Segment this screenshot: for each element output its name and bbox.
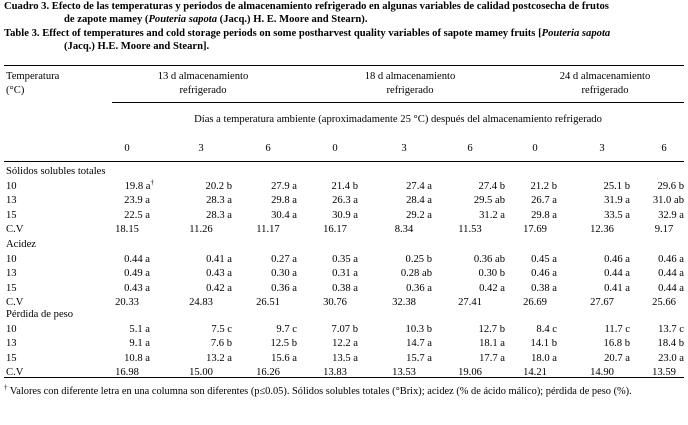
table-cell — [505, 367, 565, 379]
table-cell — [348, 254, 432, 266]
table-cell — [374, 297, 434, 309]
footnote-mark: † — [4, 383, 8, 392]
table-cell — [473, 324, 557, 336]
cell-value: 28.3 a — [206, 195, 232, 207]
table-cell — [238, 367, 298, 379]
cell-value: 14.7 a — [406, 338, 432, 350]
row-label: 10 — [6, 323, 17, 335]
caption-spanish-line2 — [4, 14, 682, 27]
table-cell — [473, 353, 557, 365]
table-cell — [305, 297, 365, 309]
table-cell — [171, 367, 231, 379]
cell-value: 32.38 — [392, 297, 416, 309]
cell-value: 29.8 a — [271, 195, 297, 207]
table-cell — [66, 324, 150, 336]
table-cell — [440, 297, 500, 309]
cell-value: 11.7 c — [604, 323, 630, 335]
table-cell — [572, 297, 632, 309]
table-cell — [348, 353, 432, 365]
cell-value: 12.7 b — [478, 323, 505, 335]
table-cell — [66, 268, 150, 280]
row-label: 13 — [6, 268, 17, 280]
footnote — [4, 385, 684, 398]
table-cell — [348, 268, 432, 280]
cell-value: 29.6 b — [657, 180, 684, 192]
cell-value: 21.2 b — [530, 180, 557, 192]
row-label: C.V — [6, 367, 24, 379]
cell-value: 13.59 — [652, 367, 676, 379]
cell-value: 26.69 — [523, 297, 547, 309]
cell-value: 31.2 a — [479, 209, 505, 221]
table-cell — [274, 353, 358, 365]
cell-value: 12.5 b — [270, 338, 297, 350]
cell-value: 30.76 — [323, 297, 347, 309]
table-cell — [274, 195, 358, 207]
table-cell — [171, 297, 231, 309]
cell-value: 0.43 a — [206, 268, 232, 280]
cell-value: 13.83 — [323, 367, 347, 379]
table-cell — [305, 224, 365, 236]
cell-value: 14.21 — [523, 367, 547, 379]
section-title: Acidez — [6, 239, 36, 250]
table-cell — [572, 367, 632, 379]
table-cell — [305, 367, 365, 379]
group-header-18d-line2: refrigerado — [386, 85, 434, 96]
table-cell — [66, 210, 150, 222]
table-cell — [238, 297, 298, 309]
cell-value: 20.7 a — [604, 352, 630, 364]
table-cell — [66, 254, 150, 266]
cell-value: 13.2 a — [206, 352, 232, 364]
table-cell — [473, 195, 557, 207]
cell-value: 0.44 a — [124, 253, 150, 265]
cell-value: 0.42 a — [206, 282, 232, 294]
cell-value: 18.4 b — [657, 338, 684, 350]
caption-spanish-line1: Efecto de las temperaturas y periodos de almacenamiento refrigerado en algunas variables de calidad postcosecha de frutos — [51, 1, 609, 12]
cell-value: 0.36 a — [406, 282, 432, 294]
cell-value: 14.90 — [590, 367, 614, 379]
cell-value: 19.06 — [458, 367, 482, 379]
cell-value: 26.51 — [256, 297, 280, 309]
cell-value: 9.7 c — [276, 323, 297, 335]
cell-value: 9.1 a — [129, 338, 150, 350]
footnote-reference-mark: † — [150, 178, 154, 187]
cell-value: 0.43 a — [124, 282, 150, 294]
cell-value: 31.9 a — [604, 195, 630, 207]
table-cell — [97, 224, 157, 236]
table-cell — [238, 224, 298, 236]
cell-value: 29.8 a — [531, 209, 557, 221]
cell-value: 16.17 — [323, 224, 347, 236]
table-cell — [274, 210, 358, 222]
table-cell — [600, 210, 684, 222]
row-label: 10 — [6, 180, 17, 192]
caption-english-label: Table 3. — [4, 28, 40, 39]
day-header: 0 — [532, 143, 538, 154]
table-cell — [348, 283, 432, 295]
table-cell — [473, 181, 557, 193]
cell-value: 0.28 ab — [400, 268, 432, 280]
table-cell — [634, 367, 688, 379]
cell-value: 26.3 a — [332, 195, 358, 207]
cell-value: 17.7 a — [479, 352, 505, 364]
cell-value: 8.4 c — [536, 323, 557, 335]
cell-value: 33.5 a — [604, 209, 630, 221]
day-header: 0 — [124, 143, 130, 154]
table-cell — [348, 324, 432, 336]
row-label: 15 — [6, 282, 17, 294]
cell-value: 0.44 a — [604, 268, 630, 280]
cell-value: 29.5 ab — [473, 195, 505, 207]
cell-value: 12.36 — [590, 224, 614, 236]
table-cell — [66, 338, 150, 350]
cell-value: 18.15 — [115, 224, 139, 236]
cell-value: 0.42 a — [479, 282, 505, 294]
cell-value: 0.45 a — [531, 253, 557, 265]
cell-value: 10.8 a — [124, 352, 150, 364]
cell-value: 0.30 a — [271, 268, 297, 280]
cell-value: 18.1 a — [479, 338, 505, 350]
day-header: 3 — [401, 143, 407, 154]
cell-value: 25.66 — [652, 297, 676, 309]
table-cell — [600, 324, 684, 336]
cell-value: 5.1 a — [129, 323, 150, 335]
temperature-unit: (°C) — [6, 85, 25, 96]
table-cell — [505, 224, 565, 236]
cell-value: 27.4 b — [478, 180, 505, 192]
cell-value: 0.41 a — [206, 253, 232, 265]
table-cell — [274, 324, 358, 336]
table-cell — [274, 283, 358, 295]
table-cell — [634, 297, 688, 309]
table-cell — [274, 181, 358, 193]
cell-value: 0.44 a — [658, 268, 684, 280]
table-cell — [600, 181, 684, 193]
temperature-header: Temperatura — [6, 71, 60, 82]
cell-value: 0.36 ab — [473, 253, 505, 265]
row-label: C.V — [6, 224, 24, 236]
cell-value: 28.4 a — [406, 195, 432, 207]
table-cell — [440, 367, 500, 379]
cell-value: 0.30 b — [478, 268, 505, 280]
cell-value: 15.00 — [189, 367, 213, 379]
cell-value: 30.4 a — [271, 209, 297, 221]
caption-spanish — [4, 1, 682, 26]
caption-english-line2: (Jacq.) H.E. Moore and Stearn]. — [64, 40, 210, 52]
table-cell — [600, 353, 684, 365]
table-cell — [66, 195, 150, 207]
table-cell — [600, 338, 684, 350]
cell-value: 29.2 a — [406, 209, 432, 221]
table-cell — [374, 367, 434, 379]
cell-value: 7.5 c — [211, 323, 232, 335]
caption-english-line1-pre: Effect of temperatures and cold storage periods on some postharvest quality variables of sapote mamey fruits [ — [42, 28, 542, 39]
table-cell — [600, 283, 684, 295]
row-label: 13 — [6, 195, 17, 207]
row-label: 15 — [6, 209, 17, 221]
header-bottom-rule — [4, 161, 684, 162]
row-label: 10 — [6, 253, 17, 265]
group-header-13d-line1: 13 d almacenamiento — [157, 71, 249, 82]
cell-value: 0.35 a — [332, 253, 358, 265]
cell-value: 13.7 c — [658, 323, 684, 335]
cell-value: 11.17 — [256, 224, 280, 236]
cell-value: 16.98 — [115, 367, 139, 379]
subheader-days: Días a temperatura ambiente (aproximadamente 25 °C) después del almacenamiento refrigerado — [194, 114, 602, 125]
cell-value: 22.5 a — [124, 209, 150, 221]
cell-value: 11.26 — [189, 224, 213, 236]
cell-value: 15.6 a — [271, 352, 297, 364]
group-header-13d — [128, 71, 278, 97]
cell-value: 17.69 — [523, 224, 547, 236]
row-label: 13 — [6, 338, 17, 350]
cell-value: 23.9 a — [124, 195, 150, 207]
row-label: 15 — [6, 352, 17, 364]
table-cell — [348, 181, 432, 193]
cell-value: 7.07 b — [331, 323, 358, 335]
day-header: 3 — [198, 143, 204, 154]
cell-value: 14.1 b — [530, 338, 557, 350]
table-cell — [473, 210, 557, 222]
cell-value: 27.9 a — [271, 180, 297, 192]
cell-value: 15.7 a — [406, 352, 432, 364]
group-header-18d-line1: 18 d almacenamiento — [364, 71, 456, 82]
table-cell — [70, 178, 154, 193]
table-cell — [473, 338, 557, 350]
cell-value: 20.33 — [115, 297, 139, 309]
table-cell — [348, 195, 432, 207]
table-cell — [600, 195, 684, 207]
cell-value: 19.8 a — [124, 180, 151, 192]
cell-value: 10.3 b — [405, 323, 432, 335]
cell-value: 12.2 a — [332, 338, 358, 350]
cell-value: 23.0 a — [658, 352, 684, 364]
table-cell — [572, 224, 632, 236]
cell-value: 25.1 b — [603, 180, 630, 192]
cell-value: 0.38 a — [531, 282, 557, 294]
cell-value: 28.3 a — [206, 209, 232, 221]
cell-value: 11.53 — [458, 224, 482, 236]
day-header: 6 — [661, 143, 667, 154]
cell-value: 13.5 a — [332, 352, 358, 364]
group-header-13d-line2: refrigerado — [179, 85, 227, 96]
cell-value: 0.36 a — [271, 282, 297, 294]
cell-value: 0.31 a — [332, 268, 358, 280]
cell-value: 27.41 — [458, 297, 482, 309]
caption-english — [4, 28, 682, 53]
cell-value: 0.25 b — [405, 253, 432, 265]
table-top-rule — [4, 65, 684, 66]
cell-value: 0.46 a — [531, 268, 557, 280]
table-cell — [634, 224, 688, 236]
cell-value: 0.46 a — [658, 253, 684, 265]
cell-value: 20.2 b — [205, 180, 232, 192]
table-cell — [274, 338, 358, 350]
table-cell — [66, 353, 150, 365]
table-cell — [600, 254, 684, 266]
table-cell — [440, 224, 500, 236]
footnote-text: Valores con diferente letra en una columna son diferentes (p≤0.05). Sólidos solubles totales (°Brix); acidez (% de ácido málico); pérdida de peso (%). — [7, 386, 632, 397]
table-cell — [473, 254, 557, 266]
cell-value: 24.83 — [189, 297, 213, 309]
cell-value: 27.4 a — [406, 180, 432, 192]
caption-spanish-label: Cuadro 3. — [4, 1, 50, 12]
group-header-24d-line2: refrigerado — [581, 85, 629, 96]
group-header-rule — [112, 102, 684, 103]
table-cell — [274, 254, 358, 266]
group-header-24d — [530, 71, 680, 97]
cell-value: 0.49 a — [124, 268, 150, 280]
cell-value: 16.8 b — [603, 338, 630, 350]
cell-value: 16.26 — [256, 367, 280, 379]
cell-value: 31.0 ab — [652, 195, 684, 207]
cell-value: 30.9 a — [332, 209, 358, 221]
cell-value: 26.7 a — [531, 195, 557, 207]
cell-value: 0.44 a — [658, 282, 684, 294]
caption-spanish-species: Pouteria sapota — [148, 13, 218, 25]
day-header: 3 — [599, 143, 605, 154]
cell-value: 18.0 a — [531, 352, 557, 364]
table-cell — [473, 268, 557, 280]
table-cell — [97, 367, 157, 379]
cell-value: 7.6 b — [210, 338, 232, 350]
cell-value: 0.41 a — [604, 282, 630, 294]
table-cell — [374, 224, 434, 236]
caption-english-species: Pouteria sapota — [541, 28, 611, 39]
caption-spanish-line2-pre: de zapote mamey ( — [64, 13, 149, 25]
section-title: Sólidos solubles totales — [6, 166, 106, 177]
cell-value: 27.67 — [590, 297, 614, 309]
table-cell — [348, 338, 432, 350]
cell-value: 13.53 — [392, 367, 416, 379]
group-header-24d-line1: 24 d almacenamiento — [559, 71, 651, 82]
table-cell — [348, 210, 432, 222]
table-cell — [505, 297, 565, 309]
section-title: Pérdida de peso — [6, 309, 74, 320]
table-cell — [171, 224, 231, 236]
table-cell — [473, 283, 557, 295]
cell-value: 32.9 a — [658, 209, 684, 221]
table-cell — [600, 268, 684, 280]
cell-value: 8.34 — [394, 224, 414, 236]
group-header-18d — [335, 71, 485, 97]
cell-value: 0.27 a — [271, 253, 297, 265]
table-cell — [274, 268, 358, 280]
cell-value: 0.46 a — [604, 253, 630, 265]
day-header: 6 — [265, 143, 271, 154]
day-header: 0 — [332, 143, 338, 154]
cell-value: 0.38 a — [332, 282, 358, 294]
cell-value: 9.17 — [654, 224, 674, 236]
cell-value: 21.4 b — [331, 180, 358, 192]
row-label: C.V — [6, 297, 24, 309]
table-cell — [66, 283, 150, 295]
caption-spanish-line2-post: (Jacq.) H. E. Moore and Stearn). — [217, 13, 368, 25]
day-header: 6 — [467, 143, 473, 154]
table-cell — [97, 297, 157, 309]
